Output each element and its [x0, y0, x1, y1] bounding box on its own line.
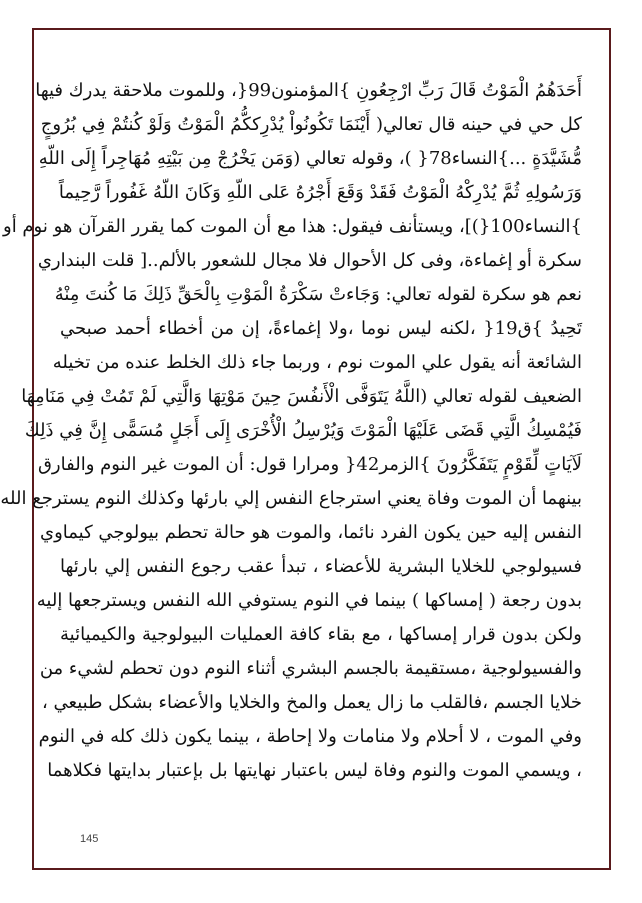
text-line: أَحَدَهُمُ الْمَوْتُ قَالَ رَبِّ ارْجِعُونِ }المؤمنون99{، وللموت ملاحقة يدرك فيها — [35, 80, 582, 101]
text-line: الضعيف لقوله تعالي (اللَّهُ يَتَوَفَّى الْأَنفُسَ حِينَ مَوْتِهَا وَالَّتِي لَمْ تَمُتْ فِي مَنَامِهَا — [21, 386, 582, 407]
text-line: مُّشَيَّدَةٍ ...}النساء78{ )، وقوله تعالي (وَمَن يَخْرُجْ مِن بَيْتِهِ مُهَاجِراً إِلَى اللّهِ — [38, 148, 582, 169]
text-line: وَرَسُولِهِ ثُمَّ يُدْرِكْهُ الْمَوْتُ فَقَدْ وَقَعَ أَجْرُهُ عَلى اللّهِ وَكَانَ اللّهُ غَفُوراً رَّحِيماً — [58, 182, 582, 203]
text-line: }النساء100{)]، ويستأنف فيقول: هذا مع أن الموت كما يقرر القرآن هو نوم أو — [3, 216, 582, 237]
text-line: نعم هو سكرة لقوله تعالي: وَجَاءتْ سَكْرَةُ الْمَوْتِ بِالْحَقِّ ذَلِكَ مَا كُنتَ مِنْهُ — [54, 284, 582, 305]
text-line: تَحِيدُ }ق19{ ،لكنه ليس نوما ،ولا إغماءةً، إن من أخطاء أحمد صبحي — [60, 318, 582, 339]
text-line: النفس إليه حين يكون الفرد نائما، والموت هو حالة تحطم بيولوجي كيماوي — [39, 522, 582, 543]
text-line: فَيُمْسِكُ الَّتِي قَضَى عَلَيْهَا الْمَوْتَ وَيُرْسِلُ الْأُخْرَى إِلَى أَجَلٍ مُسَمًّى إِنَّ فِي ذَلِكَ — [24, 420, 582, 441]
text-line: الشائعة أنه يقول علي الموت نوم ، وربما جاء ذلك الخلط عنده من تخيله — [52, 352, 582, 373]
text-line: لَآيَاتٍ لِّقَوْمٍ يَتَفَكَّرُونَ }الزمر42{ ومرارا قول: أن الموت غير النوم والفارق — [37, 454, 582, 475]
page-number: 145 — [80, 833, 99, 845]
text-line: كل حي في حينه قال تعالي( أَيْنَمَا تَكُونُواْ يُدْرِككُّمُ الْمَوْتُ وَلَوْ كُنتُمْ فِي بُرُوجٍ — [40, 114, 582, 135]
text-line: والفسيولوجية ،مستقيمة بالجسم البشري أثناء النوم دون تحطم لشيء من — [39, 658, 582, 679]
text-line: فسيولوجي للخلايا البشرية للأعضاء ، تبدأ عقب رجوع النفس إلي بارئها — [60, 556, 582, 577]
text-line: وفي الموت ، لا أحلام ولا منامات ولا إحاطة ، بينما يكون ذلك كله في النوم — [38, 726, 582, 747]
text-line: سكرة أو إغماءة، وفى كل الأحوال فلا مجال للشعور بالألم..[ قلت البنداري — [37, 250, 582, 271]
text-line: بينهما أن الموت وفاة يعني استرجاع النفس إلي بارئها وكذلك النوم يسترجع الله — [0, 488, 582, 509]
text-line: ، ويسمي الموت والنوم وفاة ليس باعتبار نهايتها بل بإعتبار بدايتها فكلاهما — [47, 760, 582, 781]
text-line: ولكن بدون قرار إمساكها ، مع بقاء كافة العمليات البيولوجية والكيميائية — [60, 624, 582, 645]
text-line: خلايا الجسم ،فالقلب ما زال يعمل والمخ والخلايا والأعضاء بشكل طبيعي ، — [41, 692, 582, 713]
page-body-text — [0, 74, 582, 788]
text-line: بدون رجعة ( إمساكها ) بينما في النوم يستوفي الله النفس ويسترجعها إليه — [36, 590, 582, 611]
